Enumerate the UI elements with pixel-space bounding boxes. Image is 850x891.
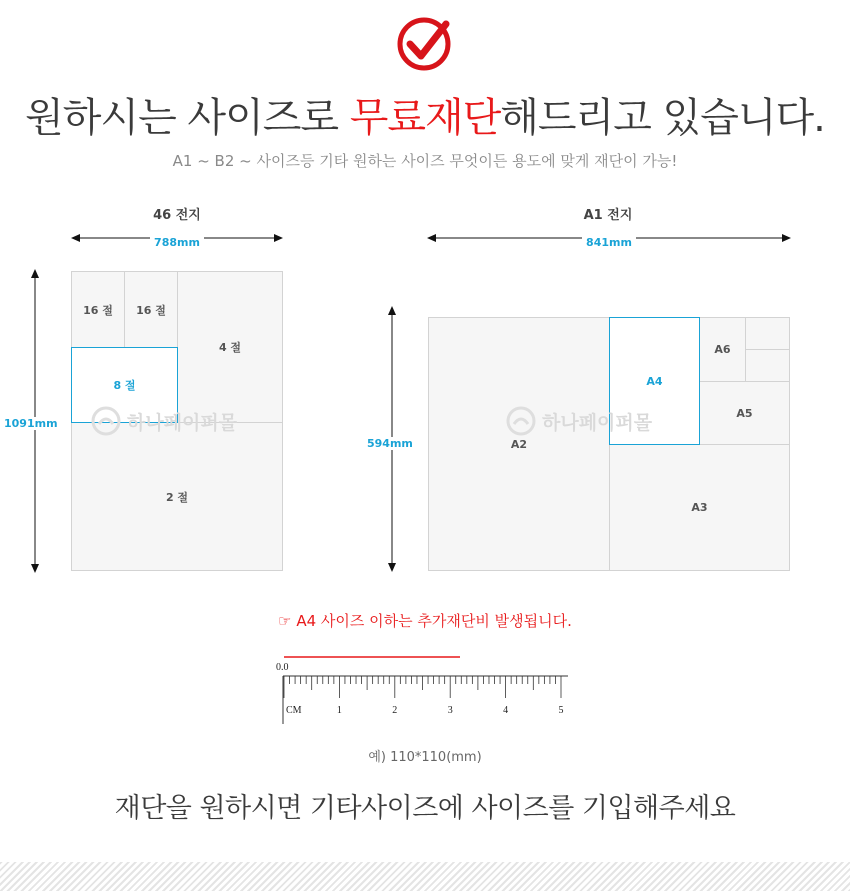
ruler-number: 4 bbox=[503, 705, 509, 716]
left-sheet-title: 46 전지 bbox=[153, 208, 201, 223]
left-watermark bbox=[91, 406, 237, 436]
cell-16-jeol-2: 16 절 bbox=[124, 271, 178, 348]
surcharge-notice: ☞ A4 사이즈 이하는 추가재단비 발생됩니다. bbox=[278, 612, 572, 630]
hana-logo-icon bbox=[91, 406, 121, 436]
cell-a8 bbox=[745, 349, 790, 382]
cell-a6: A6 bbox=[699, 317, 746, 382]
cell-a7 bbox=[745, 317, 790, 350]
subline: A1 ~ B2 ~ 사이즈등 기타 원하는 사이즈 무엇이든 용도에 맞게 재단이 가능! bbox=[172, 152, 678, 170]
cell-16-jeol-1: 16 절 bbox=[71, 271, 125, 348]
hana-logo-icon bbox=[506, 406, 536, 436]
right-watermark-text: 하나페이퍼몰 bbox=[542, 411, 653, 434]
red-check-icon bbox=[396, 14, 454, 72]
sheet-a1 bbox=[428, 317, 789, 571]
bottom-instruction: 재단을 원하시면 기타사이즈에 사이즈를 기입해주세요 bbox=[114, 793, 736, 824]
cell-a2: A2 bbox=[428, 317, 610, 571]
headline-highlight: 무료재단 bbox=[349, 95, 501, 141]
right-width-label: 841mm bbox=[582, 236, 636, 249]
ruler-numbers bbox=[337, 705, 564, 716]
cell-4-jeol: 4 절 bbox=[177, 271, 283, 423]
ruler-number: 1 bbox=[336, 705, 342, 716]
headline-before: 원하시는 사이즈로 bbox=[25, 95, 350, 141]
left-width-label: 788mm bbox=[150, 236, 204, 249]
example-size: 예) 110*110(mm) bbox=[368, 750, 482, 765]
left-height-label: 1091mm bbox=[4, 417, 58, 430]
ruler-number: 5 bbox=[558, 705, 564, 716]
ruler-ticks bbox=[284, 676, 561, 698]
cell-a5: A5 bbox=[699, 381, 790, 445]
ruler-unit-label: CM bbox=[286, 705, 302, 716]
cell-8-jeol: 8 절 bbox=[71, 347, 178, 423]
ruler-number: 3 bbox=[447, 705, 453, 716]
right-height-label: 594mm bbox=[367, 437, 413, 450]
cell-2-jeol: 2 절 bbox=[71, 422, 283, 571]
ruler-number: 2 bbox=[392, 705, 398, 716]
headline-after: 해드리고 있습니다. bbox=[500, 95, 825, 141]
cell-a4: A4 bbox=[609, 317, 700, 445]
right-sheet-title: A1 전지 bbox=[583, 208, 633, 223]
headline bbox=[0, 86, 850, 143]
ruler-zero-label: 0.0 bbox=[276, 662, 289, 673]
right-watermark bbox=[506, 406, 652, 436]
cell-a3: A3 bbox=[609, 444, 790, 571]
left-watermark-text: 하나페이퍼몰 bbox=[127, 411, 238, 434]
bottom-stripe-divider bbox=[0, 862, 850, 891]
ruler-graphic bbox=[272, 654, 572, 728]
